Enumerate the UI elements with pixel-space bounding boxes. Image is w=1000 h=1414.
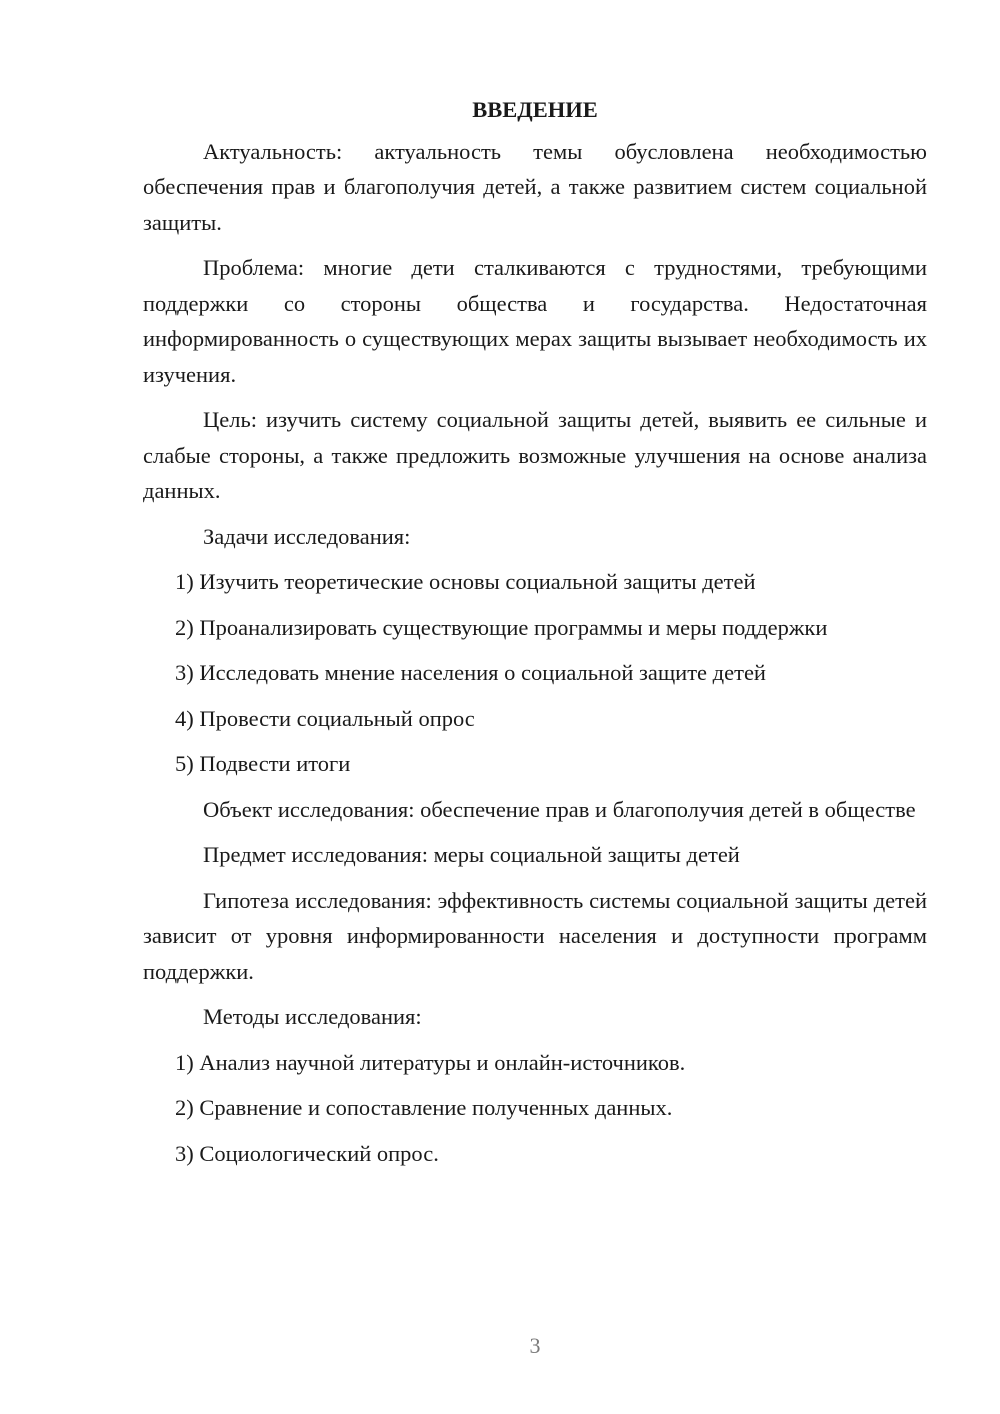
method-item: 2) Сравнение и сопоставление полученных данных. [175, 1095, 673, 1120]
hypothesis-paragraph: Гипотеза исследования: эффективность системы социальной защиты детей зависит от уровня информированности населения и доступности программ поддержки. [143, 887, 927, 984]
relevance-paragraph: Актуальность: актуальность темы обусловлена необходимостью обеспечения прав и благополучия детей, а также развитием систем социальной защиты. [143, 138, 927, 235]
subject-paragraph: Предмет исследования: меры социальной защиты детей [203, 842, 740, 867]
page-number: 3 [529, 1333, 541, 1358]
page-content [143, 92, 927, 1181]
methods-heading: Методы исследования: [203, 1004, 422, 1029]
task-item: 1) Изучить теоретические основы социальной защиты детей [175, 569, 756, 594]
method-item: 1) Анализ научной литературы и онлайн-источников. [175, 1049, 686, 1075]
task-item: 5) Подвести итоги [175, 751, 351, 776]
goal-paragraph: Цель: изучить систему социальной защиты детей, выявить ее сильные и слабые стороны, а также предложить возможные улучшения на основе анализа данных. [143, 407, 927, 503]
task-item: 3) Исследовать мнение населения о социальной защите детей [175, 660, 766, 685]
object-paragraph: Объект исследования: обеспечение прав и благополучия детей в обществе [203, 796, 916, 822]
task-item: 2) Проанализировать существующие программы и меры поддержки [175, 614, 828, 640]
section-title: ВВЕДЕНИЕ [472, 97, 598, 122]
tasks-heading: Задачи исследования: [203, 523, 411, 549]
problem-paragraph: Проблема: многие дети сталкиваются с трудностями, требующими поддержки со стороны общества и государства. Недостаточная информированность о существующих мерах защиты вызывает необходимость их изучения. [143, 255, 927, 387]
method-item: 3) Социологический опрос. [175, 1140, 439, 1166]
task-item: 4) Провести социальный опрос [175, 705, 475, 731]
